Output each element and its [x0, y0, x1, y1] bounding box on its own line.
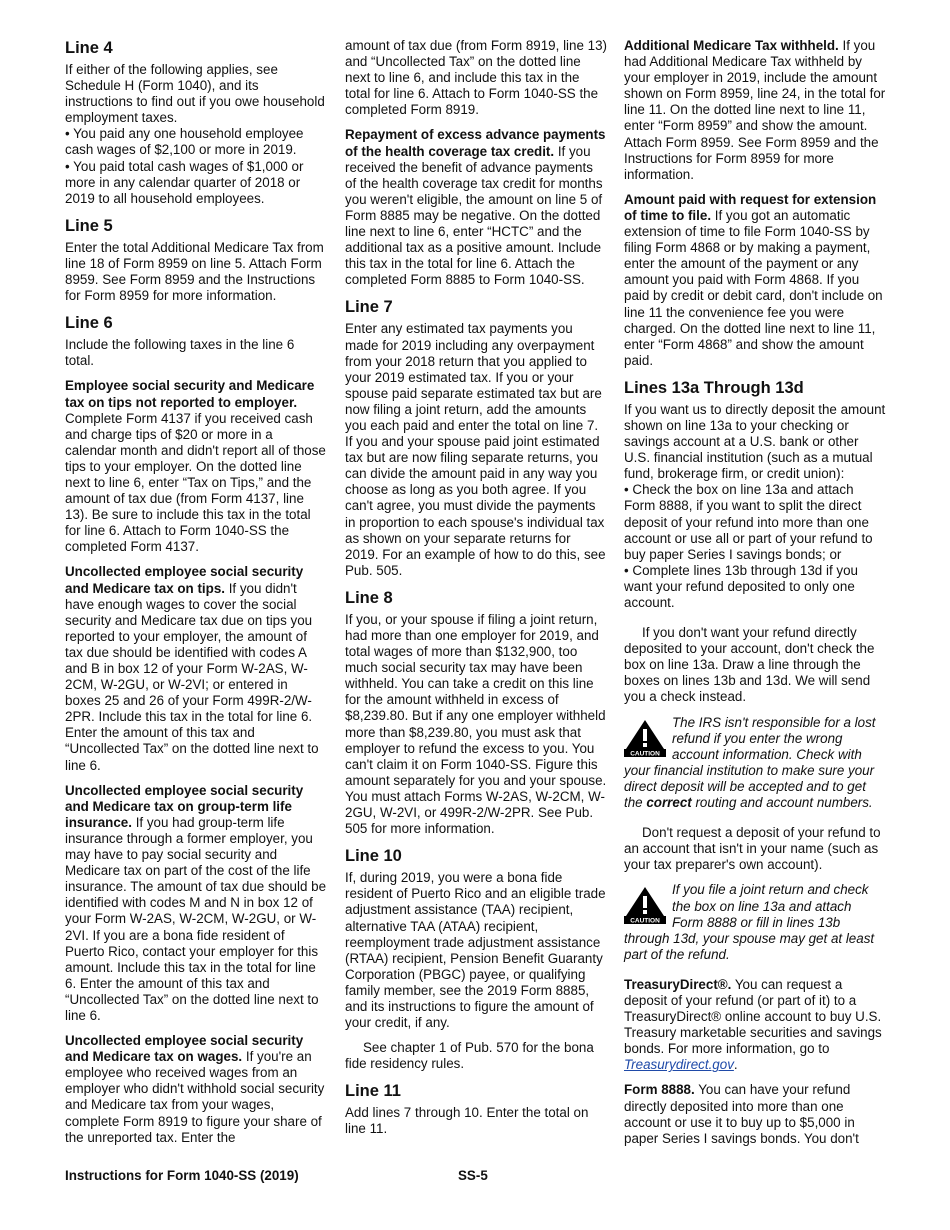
line6-tips-paragraph: Employee social security and Medicare tax on tips not reported to employer. Complete Form 4137 if you received cash and charge tips of $20 or more in a calendar month and didn't report all of those tips to your employer. On the dotted line next to line 6, enter “Tax on Tips,” and the amount of tax due (from Form 4137, line 13). Be sure to include this tax in the total for line 6. Attach to Form 1040-SS the completed Form 4137.: [65, 378, 326, 555]
column-1: [65, 38, 327, 1155]
caution-text-1: The IRS isn't responsible for a lost refund if you enter the wrong account information. Check with your financial institution to make sure your direct deposit will be accepted and to get the correct routing and account numbers.: [624, 714, 876, 811]
caution-block-1: [624, 715, 886, 812]
form8888-bold-lead: Form 8888.: [624, 1082, 695, 1098]
line11-heading: Line 11: [345, 1082, 401, 1101]
lines13-bullet: • Check the box on line 13a and attach Form 8888, if you want to split the direct deposit of your refund into more than one account or use all or part of your refund to buy paper Series I savings bonds; or: [624, 482, 886, 562]
line6-uncollected-tips-paragraph: Uncollected employee social security and Medicare tax on tips. If you didn't have enough wages to cover the social security and Medicare tax due on tips you reported to your employer, the amount of tax due should be identified with codes A and B in box 12 of your Form W-2AS, W-2CM, W-2GU, or W-2VI; or entered in boxes 25 and 26 of your Form 499R-2/W-2PR. Include this tax in the total for line 6. Enter the amount of this tax and “Uncollected Tax” on the dotted line next to line 6.: [65, 564, 319, 773]
line11-text: Add lines 7 through 10. Enter the total on line 11.: [345, 1105, 589, 1137]
line10-text: If, during 2019, you were a bona fide resident of Puerto Rico and an eligible trade adjustment assistance (TAA) recipient, alternative TAA (ATAA) recipient, reemployment trade adjustment assistance (RTAA) recipient, Pension Benefit Guaranty Corporation (PBGC) payee, or qualifying family member, see the 2019 Form 8885, and its instructions to figure the amount of your credit, if any.: [345, 870, 606, 1031]
line4-bullet: • You paid any one household employee cash wages of $2,100 or more in 2019.: [65, 126, 327, 158]
uncollected-tips-bold-lead: Uncollected employee social security and Medicare tax on tips.: [65, 564, 304, 596]
caution-icon: [624, 886, 666, 924]
lines13-heading: Lines 13a Through 13d: [624, 378, 804, 397]
caution-label: CAUTION: [630, 917, 660, 925]
line6-wages-paragraph: Uncollected employee social security and Medicare tax on wages. If you're an employee who received wages from an employer who didn't withhold social security and Medicare tax from your wages, complete Form 8919 to figure your share of the unreported tax. Enter the: [65, 1033, 325, 1145]
page-number: SS-5: [458, 1168, 488, 1183]
line5-heading: Line 5: [65, 216, 113, 235]
line4-bullet: • You paid total cash wages of $1,000 or more in any calendar quarter of 2018 or 2019 to all household employees.: [65, 159, 327, 207]
line8-text: If you, or your spouse if filing a joint return, had more than one employer for 2019, and total wages of more than $132,900, too much social security tax may have been withheld. You can take a credit on this line for the amount withheld in excess of $8,239.80. But if any one employer withheld more than $8,239.80, you must ask that employer to refund the excess to you. You can't claim it on Form 1040-SS. Figure this amount separately for you and your spouse. You must attach Forms W-2AS, W-2CM, W-2GU, W-2VI, or 499R-2/W-2PR. See Pub. 505 for more information.: [345, 611, 607, 837]
form8888-paragraph: Form 8888. You can have your refund directly deposited into more than one account or use it to buy up to $5,000 in paper Series I savings bonds. You don't: [624, 1082, 859, 1146]
hctc-repayment-paragraph: Repayment of excess advance payments of the health coverage tax credit. If you received the benefit of advance payments of the health coverage tax credit for months you weren't eligible, the amount on line 5 of Form 8885 may be negative. On the dotted line next to line 6, enter “HCTC” and the additional tax as a positive amount. Include this tax in the total for line 6. Attach the completed Form 8885 to Form 1040-SS.: [345, 127, 606, 288]
additional-medicare-paragraph: Additional Medicare Tax withheld. If you had Additional Medicare Tax withheld by your employer in 2019, include the amount shown on Form 8959, line 24, in the total for line 11. On the dotted line next to line 11, enter “Form 8959” and show the amount. Attach Form 8959. See Form 8959 and the Instructions for Form 8959 for more information.: [624, 38, 886, 182]
line10-heading: Line 10: [345, 847, 402, 866]
group-term-bold-lead: Uncollected employee social security and Medicare tax on group-term life insurance.: [65, 782, 304, 830]
treasurydirect-bold-lead: TreasuryDirect®.: [624, 976, 732, 992]
caution-text-2: If you file a joint return and check the box on line 13a and attach Form 8888 or fill in lines 13b through 13d, your spouse may get at least part of the refund.: [624, 882, 875, 962]
line6-continuation: amount of tax due (from Form 8919, line 13) and “Uncollected Tax” on the dotted line next to line 6, and include this tax in the total for line 6. Attach to Form 1040-SS the completed Form 8919.: [345, 38, 607, 118]
dont-request-paragraph: Don't request a deposit of your refund to an account that isn't in your name (such as your tax preparer's own account).: [624, 825, 881, 873]
caution-label: CAUTION: [630, 750, 660, 757]
treasurydirect-paragraph: TreasuryDirect®. You can request a deposit of your refund (or part of it) to a TreasuryDirect® online account to buy U.S. Treasury marketable securities and savings bonds. For more information, go to Treasurydirect.gov.: [624, 976, 882, 1073]
no-direct-deposit-paragraph: If you don't want your refund directly deposited to your account, don't check the box on line 13a. Draw a line through the boxes on lines 13b and 13d. We will send you a check instead.: [624, 625, 875, 705]
line6-group-term-paragraph: Uncollected employee social security and Medicare tax on group-term life insurance. If you had group-term life insurance through a former employer, you may have to pay social security and Medicare tax on part of the cost of the life insurance. The amount of tax due should be identified with codes M and N in box 12 of your Form W-2AS, W-2CM, W-2GU, or W-2VI. If you are a bona fide resident of Puerto Rico, contact your employer for this amount. Include this tax in the total for line 6. Enter the amount of this tax and “Uncollected Tax” on the dotted line next to line 6.: [65, 782, 327, 1023]
extension-bold-lead: Amount paid with request for extension of time to file.: [624, 191, 877, 223]
lines13-bullet: • Complete lines 13b through 13d if you want your refund deposited to only one account.: [624, 563, 886, 611]
additional-medicare-bold-lead: Additional Medicare Tax withheld.: [624, 38, 839, 53]
treasurydirect-link[interactable]: Treasurydirect.gov: [624, 1057, 734, 1073]
line8-heading: Line 8: [345, 588, 393, 607]
line6-intro: Include the following taxes in the line 6 total.: [65, 337, 295, 369]
lines13-intro: If you want us to directly deposit the amount shown on line 13a to your checking or savings account at a U.S. bank or other U.S. financial institution (such as a mutual fund, brokerage firm, or credit union):: [624, 401, 886, 482]
line10-residency-note: See chapter 1 of Pub. 570 for the bona fide residency rules.: [345, 1040, 594, 1072]
hctc-bold-lead: Repayment of excess advance payments of the health coverage tax credit.: [345, 127, 606, 159]
line5-text: Enter the total Additional Medicare Tax from line 18 of Form 8959 on line 5. Attach Form 8959. See Form 8959 and the Instructions for Form 8959 for more information.: [65, 239, 324, 304]
column-3: [624, 38, 886, 1156]
line7-heading: Line 7: [345, 298, 393, 317]
tips-bold-lead: Employee social security and Medicare tax on tips not reported to employer.: [65, 378, 315, 410]
line4-heading: Line 4: [65, 39, 113, 57]
line6-heading: Line 6: [65, 314, 113, 333]
line4-intro: If either of the following applies, see Schedule H (Form 1040), and its instructions to find out if you owe household employment taxes.: [65, 62, 325, 126]
caution-block-2: [624, 882, 886, 962]
caution-icon: [624, 719, 666, 757]
wages-bold-lead: Uncollected employee social security and Medicare tax on wages.: [65, 1033, 304, 1065]
footer-title: Instructions for Form 1040-SS (2019): [65, 1168, 299, 1183]
extension-paragraph: Amount paid with request for extension of time to file. If you got an automatic extension of time to file Form 1040-SS by filing Form 4868 or by making a payment, enter the amount of the payment or any amount you paid with Form 4868. If you paid by credit or debit card, don't include on line 11 the convenience fee you were charged. On the dotted line next to line 11, enter “Form 4868” and show the amount paid.: [624, 191, 883, 368]
column-2: [345, 38, 607, 1147]
line7-text: Enter any estimated tax payments you made for 2019 including any overpayment from your 2018 return that you applied to your 2019 estimated tax. If you or your spouse paid separate estimated tax but are now filing a joint return, add the amounts you each paid and enter the total on line 7. If you and your spouse paid joint estimated tax but are now filing separate returns, you can divide the amount paid in any way you choose as long as you both agree. If you can't agree, you must divide the payments in proportion to each spouse's individual tax as shown on your separate returns for 2019. For an example of how to do this, see Pub. 505.: [345, 321, 606, 578]
